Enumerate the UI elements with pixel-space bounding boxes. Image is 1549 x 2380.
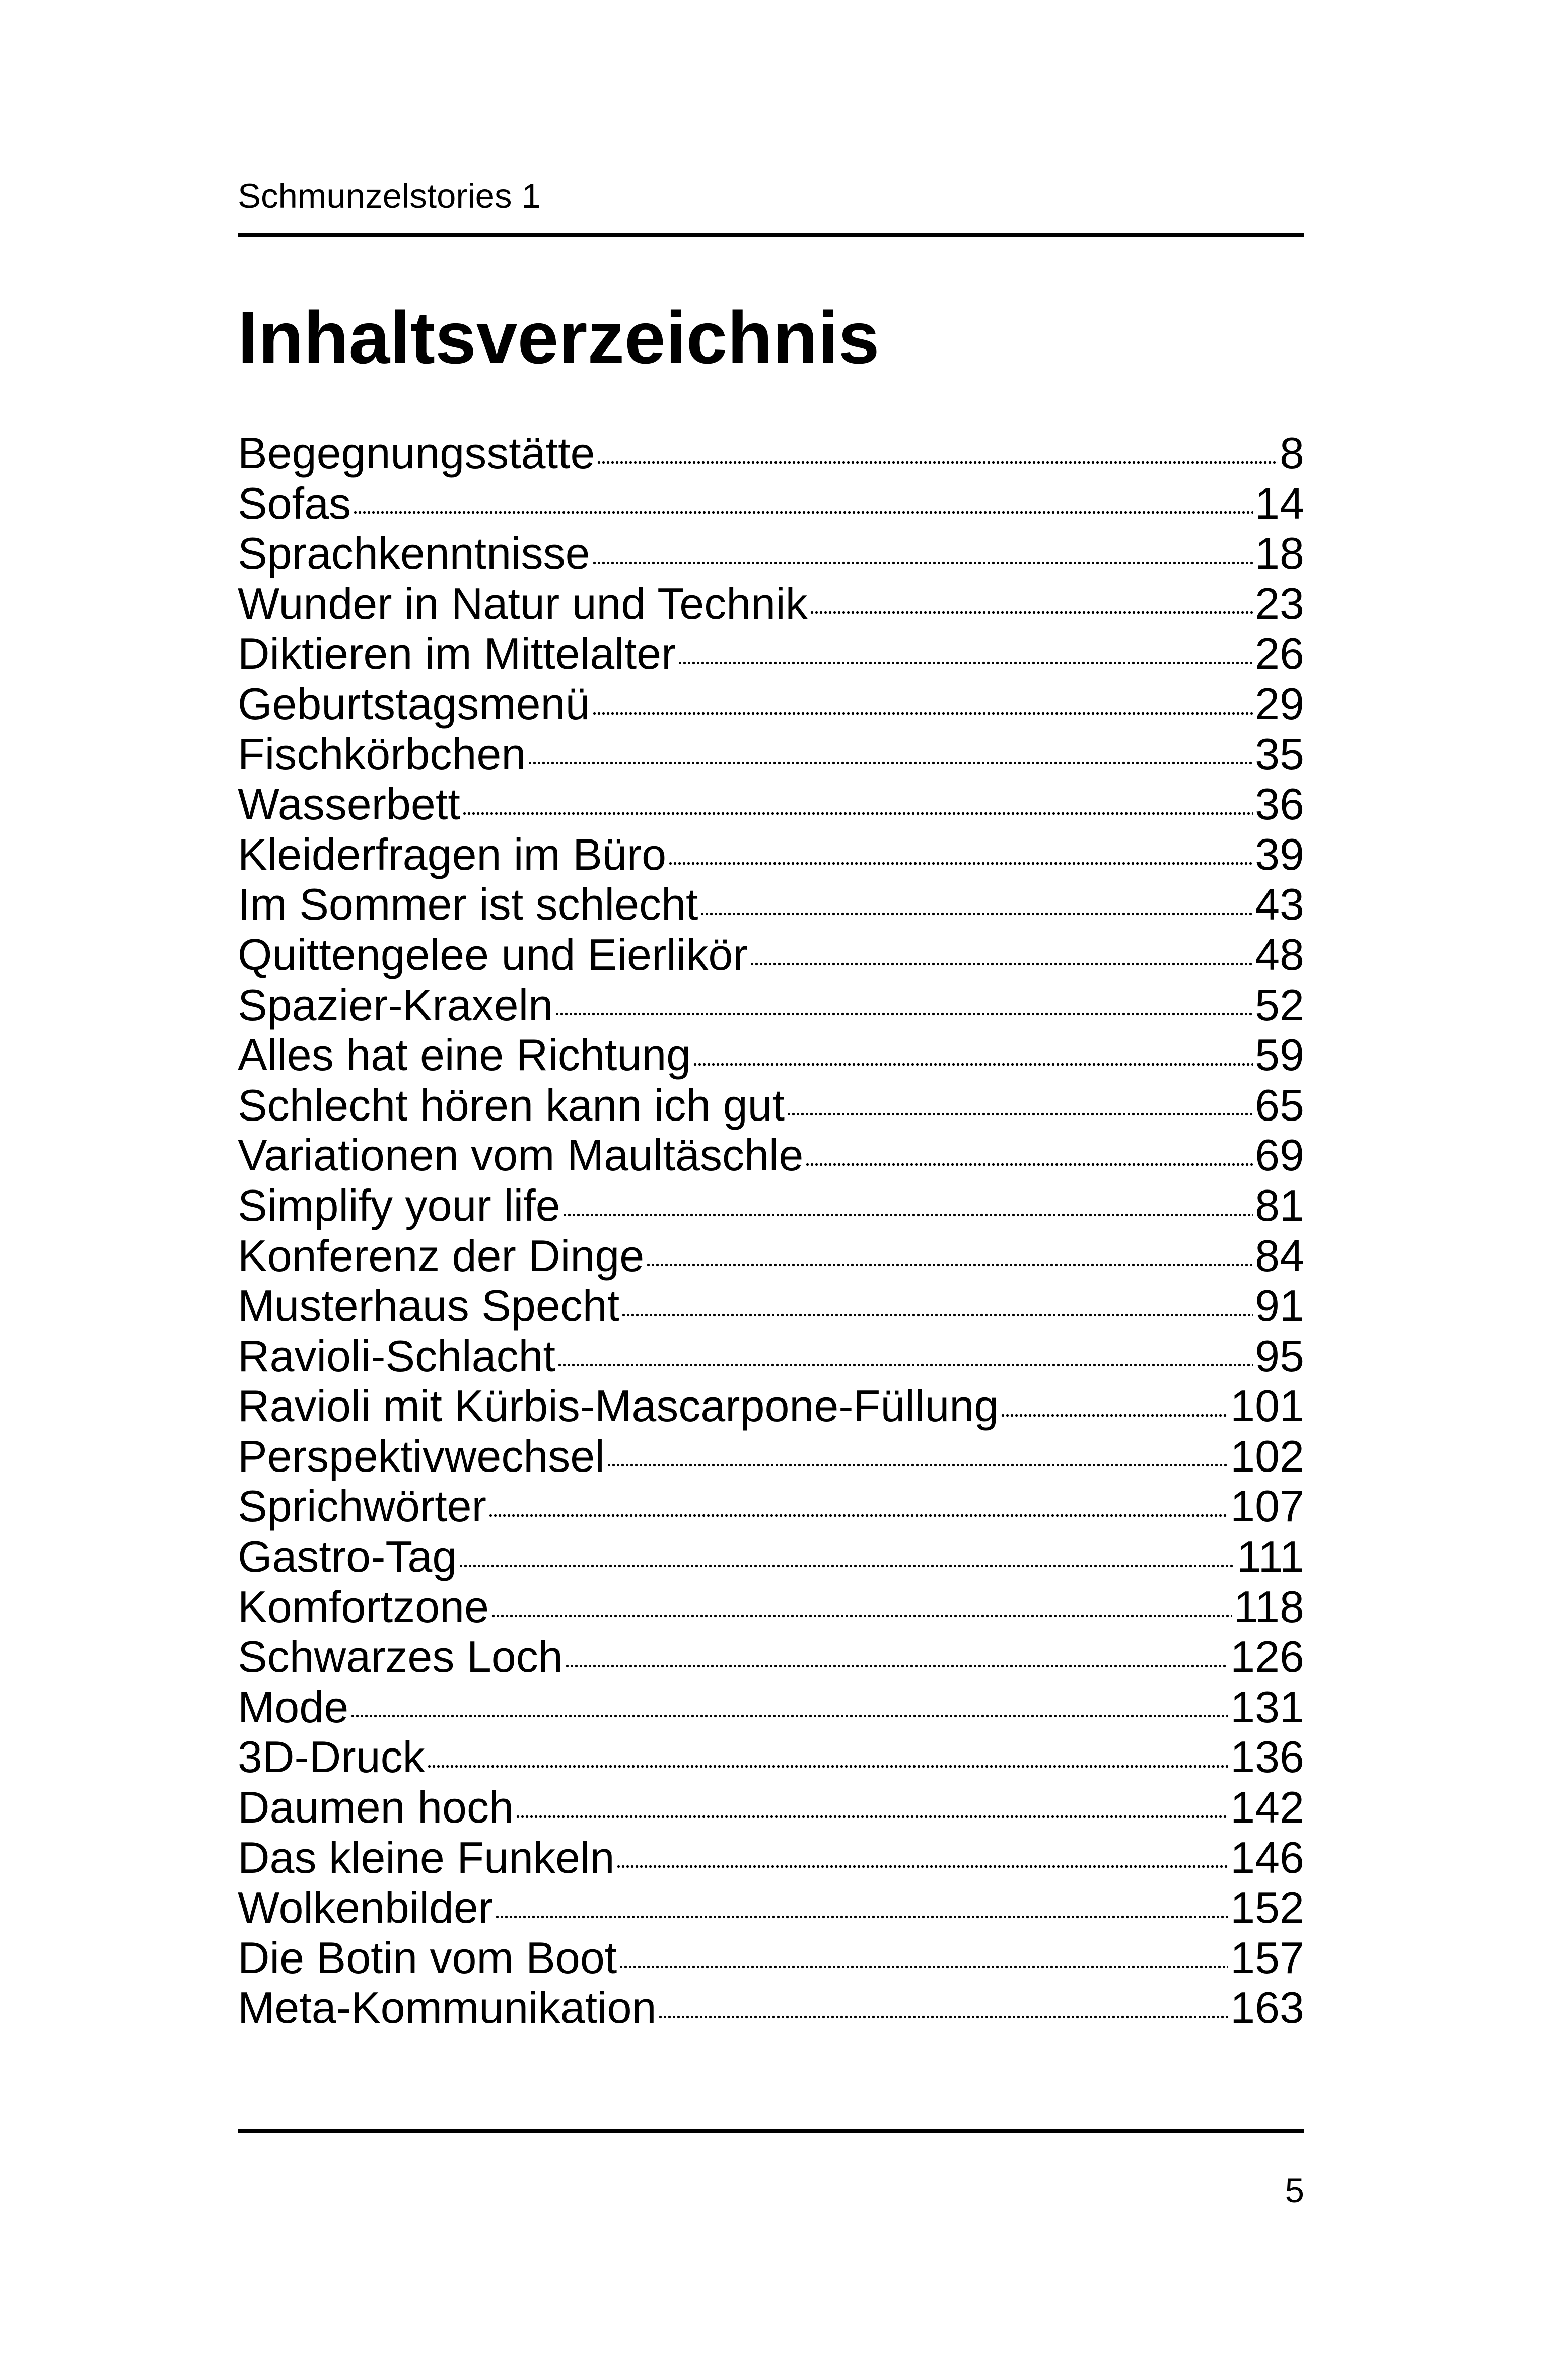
toc-entry-title: Ravioli-Schlacht — [238, 1331, 555, 1381]
toc-entry[interactable] — [238, 1782, 1304, 1833]
dot-leader — [459, 1564, 1235, 1568]
toc-entry-title: Simplify your life — [238, 1180, 560, 1230]
dot-leader — [750, 962, 1253, 966]
toc-entry-title: Spazier-Kraxeln — [238, 979, 553, 1030]
dot-leader — [787, 1112, 1253, 1116]
dot-leader — [700, 912, 1253, 916]
dot-leader — [621, 1313, 1253, 1317]
toc-entry[interactable] — [238, 478, 1304, 529]
toc-entry[interactable] — [238, 1882, 1304, 1933]
toc-entry-page: 146 — [1230, 1832, 1304, 1882]
toc-title: Inhaltsverzeichnis — [238, 297, 880, 379]
toc-entry-page: 14 — [1255, 478, 1304, 528]
toc-entry-title: Das kleine Funkeln — [238, 1832, 615, 1882]
toc-entry[interactable] — [238, 1632, 1304, 1682]
dot-leader — [805, 1162, 1253, 1167]
toc-entry[interactable] — [238, 1281, 1304, 1331]
header-rule — [238, 233, 1304, 237]
toc-entry-page: 81 — [1255, 1180, 1304, 1230]
toc-entry[interactable] — [238, 1381, 1304, 1431]
toc-entry-page: 84 — [1255, 1230, 1304, 1281]
dot-leader — [616, 1864, 1228, 1869]
toc-entry-page: 65 — [1255, 1080, 1304, 1130]
toc-entry-title: Wunder in Natur und Technik — [238, 578, 808, 628]
dot-leader — [557, 1363, 1253, 1367]
dot-leader — [658, 2015, 1228, 2019]
toc-entry[interactable] — [238, 528, 1304, 579]
toc-entry-page: 91 — [1255, 1281, 1304, 1331]
toc-entry[interactable] — [238, 679, 1304, 729]
toc-entry-title: Schwarzes Loch — [238, 1632, 563, 1682]
toc-entry-title: Konferenz der Dinge — [238, 1230, 645, 1281]
toc-entry-title: Geburtstagsmenü — [238, 678, 590, 729]
toc-entry-title: Variationen vom Maultäschle — [238, 1130, 804, 1180]
toc-entry-page: 111 — [1237, 1531, 1304, 1582]
toc-entry-page: 43 — [1255, 879, 1304, 930]
dot-leader — [592, 561, 1253, 565]
toc-entry[interactable] — [238, 980, 1304, 1030]
toc-entry-title: Perspektivwechsel — [238, 1431, 605, 1481]
toc-entry-page: 102 — [1230, 1431, 1304, 1481]
toc-entry[interactable] — [238, 1983, 1304, 2033]
toc-entry-page: 26 — [1255, 628, 1304, 679]
toc-entry-title: Quittengelee und Eierlikör — [238, 929, 748, 979]
toc-entry-title: Sprachkenntnisse — [238, 528, 590, 579]
toc-entry[interactable] — [238, 930, 1304, 980]
toc-entry-page: 142 — [1230, 1782, 1304, 1833]
toc-entry-title: Kleiderfragen im Büro — [238, 829, 667, 879]
dot-leader — [462, 811, 1253, 816]
toc-entry[interactable] — [238, 1481, 1304, 1531]
toc-entry-page: 118 — [1233, 1581, 1304, 1632]
toc-entry-page: 126 — [1230, 1632, 1304, 1682]
toc-entry-title: 3D-Druck — [238, 1732, 425, 1782]
toc-entry[interactable] — [238, 579, 1304, 629]
toc-entry-page: 52 — [1255, 979, 1304, 1030]
dot-leader — [1001, 1413, 1228, 1418]
toc-entry[interactable] — [238, 1331, 1304, 1381]
toc-entry-title: Sofas — [238, 478, 351, 528]
toc-entry[interactable] — [238, 428, 1304, 478]
toc-entry[interactable] — [238, 1933, 1304, 1983]
toc-entry[interactable] — [238, 1130, 1304, 1180]
page-number: 5 — [1285, 2171, 1304, 2210]
toc-entry-page: 152 — [1230, 1882, 1304, 1933]
toc-entry-page: 35 — [1255, 729, 1304, 779]
toc-entry[interactable] — [238, 628, 1304, 679]
toc-entry-title: Wolkenbilder — [238, 1882, 494, 1933]
toc-entry[interactable] — [238, 879, 1304, 930]
toc-entry-title: Mode — [238, 1682, 349, 1732]
toc-entry-title: Gastro-Tag — [238, 1531, 457, 1582]
dot-leader — [668, 861, 1253, 866]
toc-entry-page: 101 — [1230, 1381, 1304, 1431]
toc-entry-page: 39 — [1255, 829, 1304, 879]
toc-entry-title: Ravioli mit Kürbis-Mascarpone-Füllung — [238, 1381, 999, 1431]
toc-entry[interactable] — [238, 1431, 1304, 1482]
toc-entry-page: 131 — [1230, 1682, 1304, 1732]
toc-entry-page: 48 — [1255, 929, 1304, 979]
toc-entry-page: 23 — [1255, 578, 1304, 628]
toc-entry[interactable] — [238, 1682, 1304, 1732]
toc-entry-page: 8 — [1280, 428, 1304, 478]
dot-leader — [562, 1213, 1253, 1217]
dot-leader — [516, 1814, 1228, 1819]
toc-entry[interactable] — [238, 829, 1304, 880]
toc-entry-title: Begegnungsstätte — [238, 428, 595, 478]
toc-entry[interactable] — [238, 1531, 1304, 1582]
dot-leader — [607, 1463, 1228, 1467]
dot-leader — [353, 510, 1253, 515]
toc-entry-title: Diktieren im Mittelalter — [238, 628, 676, 679]
toc-entry-page: 136 — [1230, 1732, 1304, 1782]
running-header: Schmunzelstories 1 — [238, 177, 541, 216]
dot-leader — [491, 1614, 1232, 1618]
toc-entry[interactable] — [238, 1030, 1304, 1080]
dot-leader — [555, 1012, 1253, 1016]
toc-entry-title: Musterhaus Specht — [238, 1281, 620, 1331]
dot-leader — [350, 1714, 1228, 1718]
toc-entry[interactable] — [238, 1180, 1304, 1231]
toc-entry-title: Alles hat eine Richtung — [238, 1030, 691, 1080]
toc-entry-title: Wasserbett — [238, 779, 460, 829]
toc-entry-title: Meta-Kommunikation — [238, 1983, 657, 2033]
toc-entry-page: 107 — [1230, 1481, 1304, 1531]
dot-leader — [592, 711, 1253, 716]
dot-leader — [528, 761, 1253, 765]
toc-entry-page: 18 — [1255, 528, 1304, 579]
toc-entry-page: 36 — [1255, 779, 1304, 829]
toc-entry-page: 59 — [1255, 1030, 1304, 1080]
toc-entry[interactable] — [238, 1080, 1304, 1131]
toc-entry-page: 163 — [1230, 1983, 1304, 2033]
dot-leader — [565, 1664, 1229, 1668]
dot-leader — [810, 610, 1253, 615]
toc-entry[interactable] — [238, 1833, 1304, 1883]
toc-entry-title: Im Sommer ist schlecht — [238, 879, 698, 930]
dot-leader — [646, 1263, 1253, 1267]
toc-entry-page: 29 — [1255, 678, 1304, 729]
dot-leader — [693, 1062, 1253, 1067]
dot-leader — [678, 661, 1253, 665]
toc-entry[interactable] — [238, 1732, 1304, 1782]
toc-list — [238, 428, 1304, 2033]
toc-entry[interactable] — [238, 729, 1304, 780]
toc-entry-title: Daumen hoch — [238, 1782, 514, 1833]
toc-entry-page: 69 — [1255, 1130, 1304, 1180]
dot-leader — [619, 1965, 1228, 1969]
dot-leader — [427, 1764, 1229, 1769]
toc-entry-title: Fischkörbchen — [238, 729, 526, 779]
dot-leader — [597, 460, 1278, 465]
toc-entry-page: 95 — [1255, 1331, 1304, 1381]
dot-leader — [488, 1513, 1228, 1518]
dot-leader — [495, 1915, 1228, 1919]
footer-rule — [238, 2129, 1304, 2133]
toc-entry-title: Sprichwörter — [238, 1481, 486, 1531]
toc-entry[interactable] — [238, 779, 1304, 829]
toc-entry-title: Komfortzone — [238, 1581, 489, 1632]
toc-entry-title: Schlecht hören kann ich gut — [238, 1080, 785, 1130]
toc-entry[interactable] — [238, 1582, 1304, 1632]
toc-entry-title: Die Botin vom Boot — [238, 1932, 617, 1983]
toc-entry[interactable] — [238, 1231, 1304, 1281]
toc-entry-page: 157 — [1230, 1932, 1304, 1983]
